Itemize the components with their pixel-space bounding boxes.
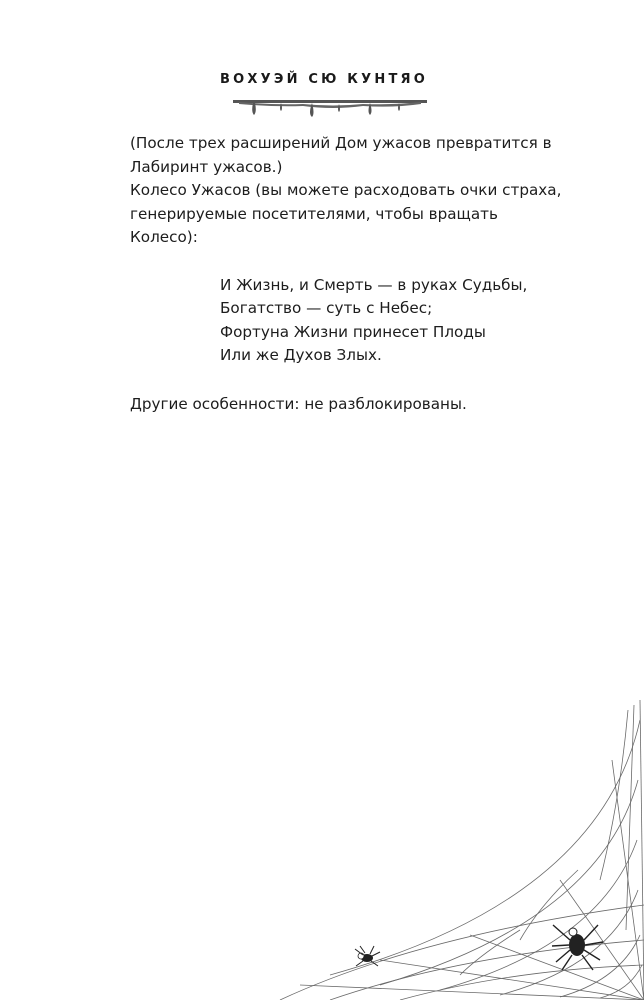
body-text — [130, 132, 570, 416]
running-header — [0, 72, 644, 87]
verse-line: Фортуна Жизни принесет Плоды — [220, 322, 486, 341]
paragraph-other-features: Другие особенности: не разблокированы. — [130, 394, 467, 413]
verse — [220, 274, 570, 368]
small-spider-icon — [355, 946, 380, 966]
paragraph-expansion: (После трех расширений Дом ужасов превратится в Лабиринт ужасов.) — [130, 134, 552, 176]
author-name: ВОХУЭЙ СЮ КУНТЯО — [220, 72, 428, 87]
dripping-bar-ornament — [233, 95, 427, 117]
verse-line: Или же Духов Злых. — [220, 346, 382, 364]
spider-icon — [552, 925, 603, 970]
paragraph-wheel: Колесо Ужасов (вы можете расходовать очки страха, генерируемые посетителями, чтобы вращать Колесо): — [130, 181, 562, 246]
verse-line: И Жизнь, и Смерть — в руках Судьбы, — [220, 275, 528, 294]
verse-line: Богатство — суть с Небес; — [220, 299, 433, 317]
